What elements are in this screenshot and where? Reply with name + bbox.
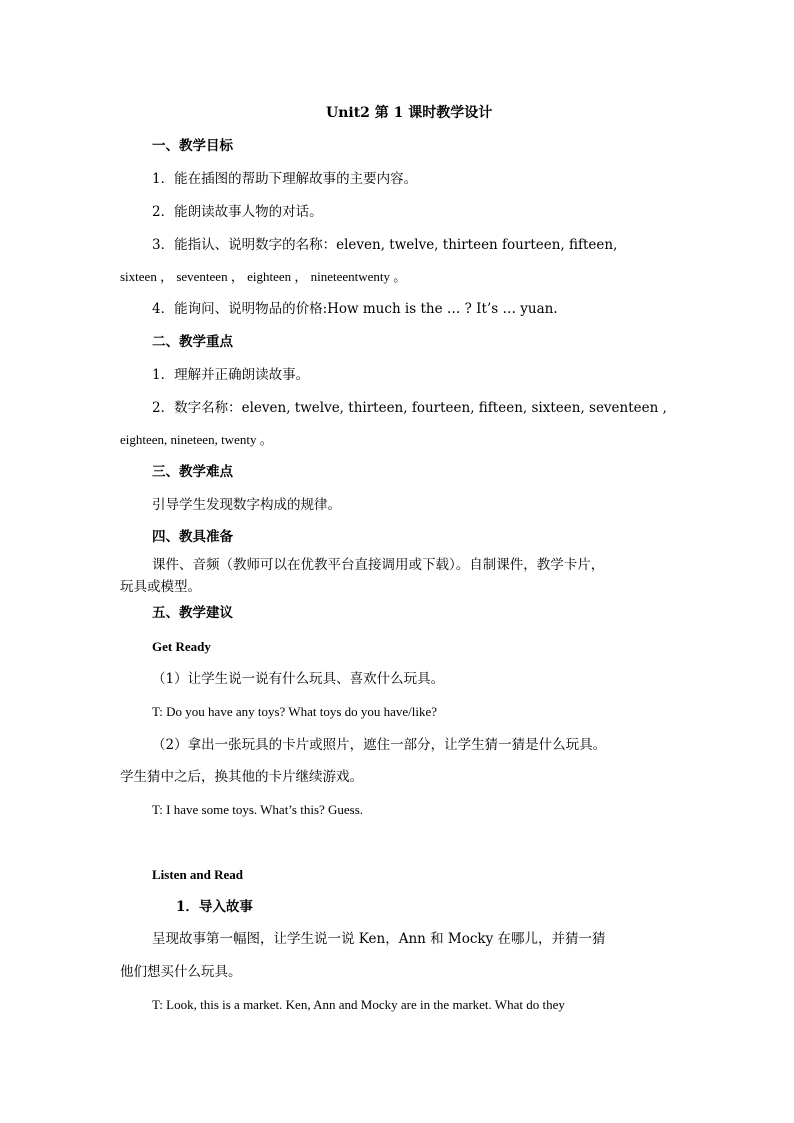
materials-line-2: 玩具或模型。 bbox=[120, 579, 201, 595]
section-heading-objectives: 一、教学目标 bbox=[152, 138, 233, 154]
get-ready-step-1: （1）让学生说一说有什么玩具、喜欢什么玩具。 bbox=[152, 671, 445, 687]
get-ready-teacher-line-2: T: I have some toys. What’s this? Guess. bbox=[152, 802, 364, 817]
section-heading-materials: 四、教具准备 bbox=[152, 529, 233, 545]
objective-item-3-line-1: 3．能指认、说明数字的名称：eleven, twelve, thirteen fourteen, fifteen, bbox=[152, 237, 618, 253]
get-ready-step-2-line-1: （2）拿出一张玩具的卡片或照片，遮住一部分，让学生猜一猜是什么玩具。 bbox=[152, 737, 607, 753]
page-title: Unit2 第 1 课时教学设计 bbox=[326, 105, 493, 121]
subheading-listen-and-read: Listen and Read bbox=[152, 867, 244, 882]
objective-item-2: 2．能朗读故事人物的对话。 bbox=[152, 204, 323, 220]
section-heading-key-points: 二、教学重点 bbox=[152, 334, 233, 350]
listen-read-teacher-line-1: T: Look, this is a market. Ken, Ann and Mocky are in the market. What do they bbox=[152, 997, 565, 1012]
get-ready-step-2-line-2: 学生猜中之后，换其他的卡片继续游戏。 bbox=[120, 769, 363, 785]
objective-item-3-line-2: sixteen ， seventeen ， eighteen ， nineteentwenty 。 bbox=[120, 269, 407, 284]
key-point-item-2-line-1: 2．数字名称：eleven, twelve, thirteen, fourteen, fifteen, sixteen, seventeen , bbox=[152, 400, 667, 416]
objective-item-1: 1．能在插图的帮助下理解故事的主要内容。 bbox=[152, 171, 418, 187]
listen-read-subheading-1: 1．导入故事 bbox=[176, 899, 253, 915]
get-ready-teacher-line-1: T: Do you have any toys? What toys do you have/like? bbox=[152, 704, 438, 719]
objective-item-4: 4．能询问、说明物品的价格:How much is the … ? It’s … yuan. bbox=[152, 301, 558, 317]
key-point-item-1: 1．理解并正确朗读故事。 bbox=[152, 367, 310, 383]
section-heading-suggestions: 五、教学建议 bbox=[152, 605, 233, 621]
difficulty-item-1: 引导学生发现数字构成的规律。 bbox=[152, 497, 341, 513]
materials-line-1: 课件、音频（教师可以在优教平台直接调用或下载）。自制课件，教学卡片， bbox=[152, 557, 605, 573]
subheading-get-ready: Get Ready bbox=[152, 639, 211, 654]
listen-read-paragraph-1-line-2: 他们想买什么玩具。 bbox=[120, 964, 242, 980]
listen-read-paragraph-1-line-1: 呈现故事第一幅图，让学生说一说 Ken，Ann 和 Mocky 在哪儿，并猜一猜 bbox=[152, 931, 606, 947]
key-point-item-2-line-2: eighteen, nineteen, twenty 。 bbox=[120, 432, 273, 447]
section-heading-difficulties: 三、教学难点 bbox=[152, 464, 233, 480]
